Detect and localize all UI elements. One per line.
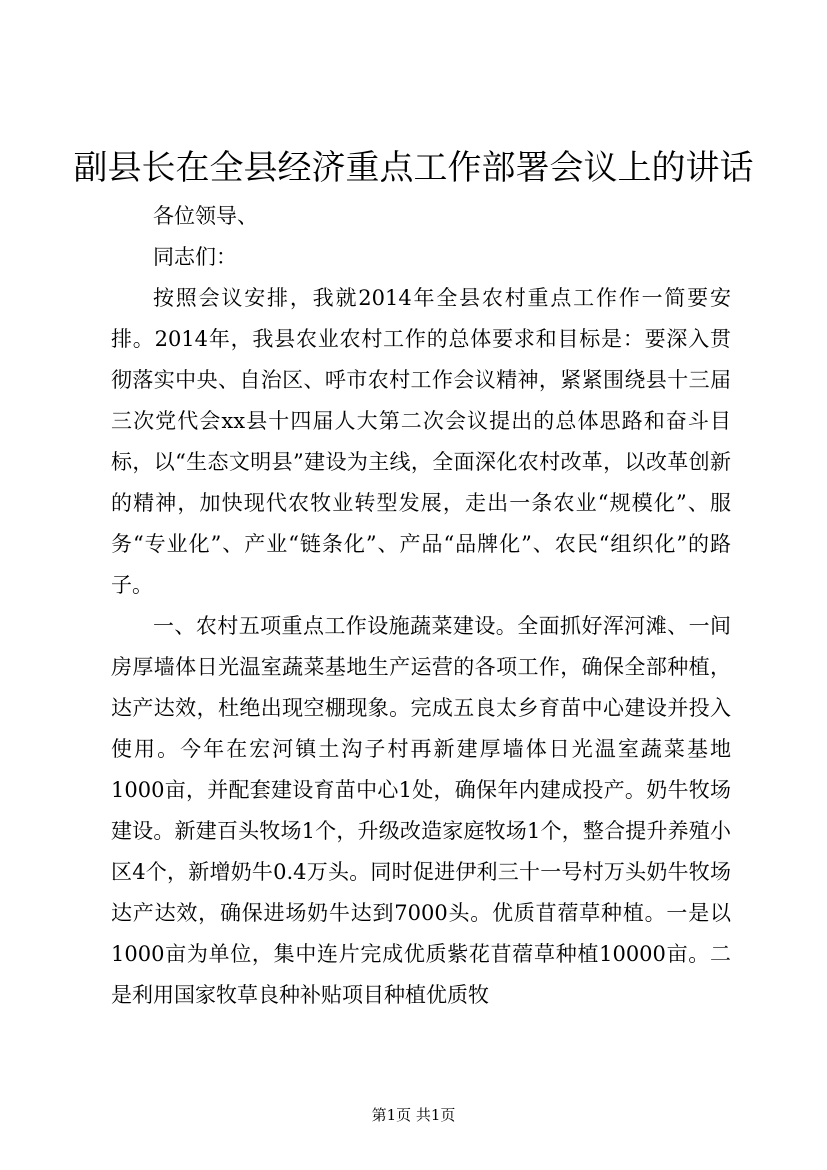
- salutation-leaders: 各位领导、: [153, 204, 258, 228]
- document-title: 副县长在全县经济重点工作部署会议上的讲话: [73, 148, 754, 188]
- paragraph-key-work: 一、农村五项重点工作设施蔬菜建设。全面抓好浑河滩、一间房厚墙体日光温室蔬菜基地生产运营的各项工作，确保全部种植，达产达效，杜绝出现空棚现象。完成五良太乡育苗中心建设并投入使用。今年在宏河镇土沟子村再新建厚墙体日光温室蔬菜基地1000亩，并配套建设育苗中心1处，确保年内建成投产。奶牛牧场建设。新建百头牧场1个，升级改造家庭牧场1个，整合提升养殖小区4个，新增奶牛0.4万头。同时促进伊利三十一号村万头奶牛牧场达产达效，确保进场奶牛达到7000头。优质苜蓿草种植。一是以1000亩为单位，集中连片完成优质紫花苜蓿草种植10000亩。二是利用国家牧草良种补贴项目种植优质牧: [111, 614, 731, 1007]
- salutation-comrades: 同志们：: [153, 245, 237, 269]
- page-number-footer: 第1页 共1页: [371, 1106, 456, 1124]
- document-body: [111, 278, 731, 1016]
- paragraph-intro: 按照会议安排，我就2014年全县农村重点工作作一简要安排。2014年，我县农业农村工作的总体要求和目标是：要深入贯彻落实中央、自治区、呼市农村工作会议精神，紧紧围绕县十三届三次党代会xx县十四届人大第二次会议提出的总体思路和奋斗目标，以“生态文明县”建设为主线，全面深化农村改革，以改革创新的精神，加快现代农牧业转型发展，走出一条农业“规模化”、服务“专业化”、产业“链条化”、产品“品牌化”、农民“组织化”的路子。: [111, 286, 731, 597]
